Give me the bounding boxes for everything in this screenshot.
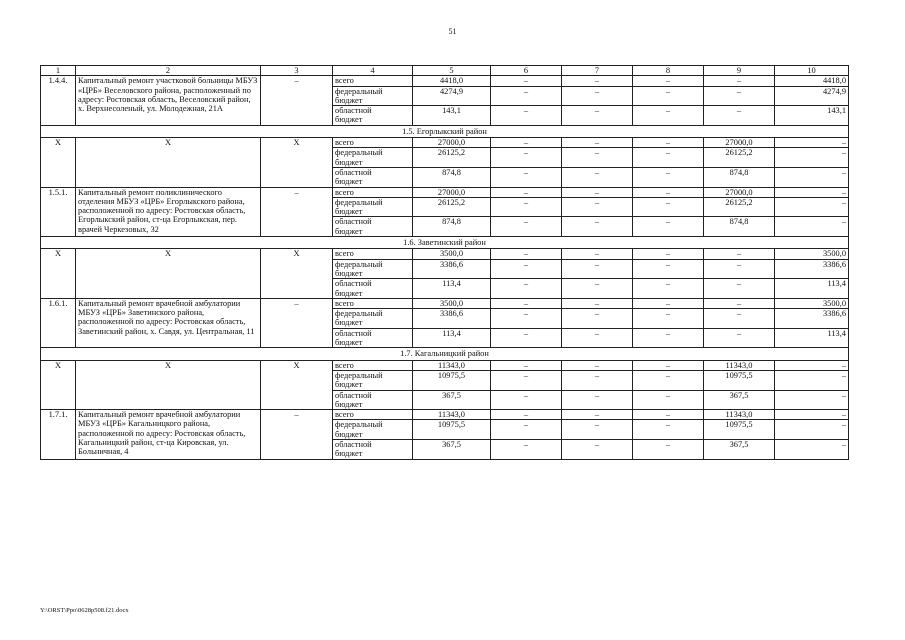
value-col7: – — [562, 106, 633, 126]
funding-source: федеральный бюджет — [333, 259, 413, 279]
section-row — [41, 125, 849, 137]
value-col5: 27000,0 — [413, 138, 491, 148]
value-col6: – — [491, 309, 562, 329]
value-col10: 3500,0 — [775, 298, 849, 308]
item-description: Капитальный ремонт участковой больницы МБУЗ «ЦРБ» Веселовского района, расположенный по адресу: Ростовская область, Веселовский район, х. Верхнесоленый, ул. Молодежная, 21А — [76, 76, 261, 125]
value-col5: 3386,6 — [413, 259, 491, 279]
value-col6: – — [491, 420, 562, 440]
item-description: Капитальный ремонт врачебной амбулатории МБУЗ «ЦРБ» Кагальницкого района, расположенной по адресу: Ростовская область, Кагальницкий район, ст-ца Кировская, ул. Больничная, 4 — [76, 410, 261, 459]
value-col8: – — [633, 420, 704, 440]
funding-source: областной бюджет — [333, 390, 413, 410]
value-col8: – — [633, 86, 704, 106]
value-col6: – — [491, 259, 562, 279]
header-row — [41, 66, 849, 76]
header-cell: 1 — [41, 66, 76, 76]
value-col5: 874,8 — [413, 217, 491, 237]
funding-source: федеральный бюджет — [333, 370, 413, 390]
funding-source: всего — [333, 138, 413, 148]
funding-source: всего — [333, 410, 413, 420]
value-col6: – — [491, 197, 562, 217]
item-number: 1.7.1. — [41, 410, 76, 459]
item-col3: X — [261, 138, 333, 187]
value-col7: – — [562, 138, 633, 148]
value-col6: – — [491, 279, 562, 299]
value-col6: – — [491, 86, 562, 106]
value-col5: 3500,0 — [413, 249, 491, 259]
value-col10: – — [775, 360, 849, 370]
funding-source: федеральный бюджет — [333, 148, 413, 168]
item-number: X — [41, 360, 76, 409]
funding-source: областной бюджет — [333, 439, 413, 459]
funding-source: всего — [333, 249, 413, 259]
value-col7: – — [562, 259, 633, 279]
item-col3: – — [261, 410, 333, 459]
funding-source: областной бюджет — [333, 328, 413, 348]
value-col9: 11343,0 — [704, 360, 775, 370]
item-col3: – — [261, 76, 333, 125]
value-col10: – — [775, 138, 849, 148]
section-title: 1.5. Егорлыкский район — [41, 125, 849, 137]
table-row — [41, 138, 849, 148]
value-col5: 11343,0 — [413, 410, 491, 420]
value-col8: – — [633, 309, 704, 329]
value-col6: – — [491, 439, 562, 459]
section-title: 1.7. Кагальницкий район — [41, 348, 849, 360]
value-col8: – — [633, 138, 704, 148]
funding-source: областной бюджет — [333, 106, 413, 126]
table-body — [41, 76, 849, 459]
item-col3: X — [261, 360, 333, 409]
value-col9: – — [704, 309, 775, 329]
value-col8: – — [633, 370, 704, 390]
value-col5: 367,5 — [413, 390, 491, 410]
value-col6: – — [491, 187, 562, 197]
budget-table — [40, 65, 849, 460]
value-col10: 113,4 — [775, 279, 849, 299]
item-description: X — [76, 360, 261, 409]
value-col6: – — [491, 217, 562, 237]
value-col7: – — [562, 390, 633, 410]
item-number: 1.6.1. — [41, 298, 76, 347]
value-col6: – — [491, 76, 562, 86]
value-col10: – — [775, 167, 849, 187]
value-col5: 26125,2 — [413, 148, 491, 168]
value-col9: – — [704, 76, 775, 86]
footer-file-path: Y:\ORST\Ppo\0628p508.f21.docx — [40, 607, 129, 614]
item-description: Капитальный ремонт поликлинического отделения МБУЗ «ЦРБ» Егорлыкского района, расположенной по адресу: Ростовская область, Егорлыкский район, ст-ца Егорлыкская, пер. врачей Черкезовых, 32 — [76, 187, 261, 236]
funding-source: всего — [333, 360, 413, 370]
value-col9: 874,8 — [704, 217, 775, 237]
value-col5: 143,1 — [413, 106, 491, 126]
value-col8: – — [633, 167, 704, 187]
item-description: X — [76, 249, 261, 298]
section-row — [41, 348, 849, 360]
value-col7: – — [562, 249, 633, 259]
value-col10: 113,4 — [775, 328, 849, 348]
value-col8: – — [633, 328, 704, 348]
table-row — [41, 298, 849, 308]
value-col7: – — [562, 410, 633, 420]
value-col5: 113,4 — [413, 328, 491, 348]
funding-source: федеральный бюджет — [333, 420, 413, 440]
header-cell: 7 — [562, 66, 633, 76]
value-col9: 27000,0 — [704, 187, 775, 197]
value-col9: 10975,5 — [704, 370, 775, 390]
value-col9: – — [704, 328, 775, 348]
value-col10: 143,1 — [775, 106, 849, 126]
value-col9: 10975,5 — [704, 420, 775, 440]
value-col7: – — [562, 439, 633, 459]
value-col5: 11343,0 — [413, 360, 491, 370]
header-cell: 6 — [491, 66, 562, 76]
value-col10: – — [775, 390, 849, 410]
funding-source: областной бюджет — [333, 167, 413, 187]
funding-source: всего — [333, 187, 413, 197]
value-col8: – — [633, 106, 704, 126]
value-col7: – — [562, 370, 633, 390]
value-col5: 10975,5 — [413, 420, 491, 440]
section-title: 1.6. Заветинский район — [41, 237, 849, 249]
value-col8: – — [633, 390, 704, 410]
value-col6: – — [491, 370, 562, 390]
header-cell: 8 — [633, 66, 704, 76]
value-col7: – — [562, 217, 633, 237]
value-col6: – — [491, 148, 562, 168]
header-cell: 2 — [76, 66, 261, 76]
value-col10: – — [775, 187, 849, 197]
value-col6: – — [491, 360, 562, 370]
value-col6: – — [491, 138, 562, 148]
value-col10: 4418,0 — [775, 76, 849, 86]
header-cell: 9 — [704, 66, 775, 76]
value-col9: 26125,2 — [704, 197, 775, 217]
header-cell: 3 — [261, 66, 333, 76]
value-col5: 113,4 — [413, 279, 491, 299]
value-col9: – — [704, 298, 775, 308]
header-cell: 4 — [333, 66, 413, 76]
value-col10: – — [775, 370, 849, 390]
value-col10: 3386,6 — [775, 309, 849, 329]
value-col10: – — [775, 420, 849, 440]
value-col6: – — [491, 410, 562, 420]
item-description: Капитальный ремонт врачебной амбулатории МБУЗ «ЦРБ» Заветинского района, расположенной по адресу: Ростовская область, Заветинский район, х. Савдя, ул. Центральная, 11 — [76, 298, 261, 347]
value-col7: – — [562, 167, 633, 187]
value-col10: – — [775, 217, 849, 237]
funding-source: всего — [333, 298, 413, 308]
value-col6: – — [491, 167, 562, 187]
value-col7: – — [562, 328, 633, 348]
table-row — [41, 360, 849, 370]
value-col9: – — [704, 86, 775, 106]
value-col8: – — [633, 259, 704, 279]
section-row — [41, 237, 849, 249]
funding-source: областной бюджет — [333, 217, 413, 237]
value-col7: – — [562, 148, 633, 168]
value-col9: – — [704, 259, 775, 279]
page-number: 51 — [448, 27, 457, 36]
value-col9: – — [704, 249, 775, 259]
item-number: X — [41, 249, 76, 298]
item-number: 1.5.1. — [41, 187, 76, 236]
table-row — [41, 187, 849, 197]
funding-source: всего — [333, 76, 413, 86]
item-number: X — [41, 138, 76, 187]
value-col5: 10975,5 — [413, 370, 491, 390]
value-col5: 4274,9 — [413, 86, 491, 106]
value-col8: – — [633, 187, 704, 197]
value-col6: – — [491, 106, 562, 126]
value-col9: 26125,2 — [704, 148, 775, 168]
value-col7: – — [562, 279, 633, 299]
value-col5: 874,8 — [413, 167, 491, 187]
value-col8: – — [633, 148, 704, 168]
funding-source: федеральный бюджет — [333, 86, 413, 106]
value-col9: 11343,0 — [704, 410, 775, 420]
funding-source: федеральный бюджет — [333, 309, 413, 329]
value-col5: 367,5 — [413, 439, 491, 459]
value-col10: 4274,9 — [775, 86, 849, 106]
value-col7: – — [562, 86, 633, 106]
funding-source: федеральный бюджет — [333, 197, 413, 217]
value-col5: 3500,0 — [413, 298, 491, 308]
value-col10: – — [775, 410, 849, 420]
value-col10: 3500,0 — [775, 249, 849, 259]
value-col6: – — [491, 390, 562, 410]
item-col3: – — [261, 298, 333, 347]
value-col5: 26125,2 — [413, 197, 491, 217]
value-col7: – — [562, 187, 633, 197]
value-col7: – — [562, 309, 633, 329]
value-col5: 4418,0 — [413, 76, 491, 86]
value-col9: 367,5 — [704, 390, 775, 410]
value-col7: – — [562, 76, 633, 86]
table-row — [41, 249, 849, 259]
value-col9: 874,8 — [704, 167, 775, 187]
value-col8: – — [633, 249, 704, 259]
value-col5: 3386,6 — [413, 309, 491, 329]
value-col8: – — [633, 197, 704, 217]
value-col6: – — [491, 328, 562, 348]
header-cell: 5 — [413, 66, 491, 76]
value-col6: – — [491, 298, 562, 308]
value-col9: – — [704, 106, 775, 126]
value-col8: – — [633, 439, 704, 459]
value-col8: – — [633, 410, 704, 420]
value-col7: – — [562, 360, 633, 370]
value-col10: 3386,6 — [775, 259, 849, 279]
value-col9: – — [704, 279, 775, 299]
value-col8: – — [633, 217, 704, 237]
header-cell: 10 — [775, 66, 849, 76]
funding-source: областной бюджет — [333, 279, 413, 299]
item-number: 1.4.4. — [41, 76, 76, 125]
value-col5: 27000,0 — [413, 187, 491, 197]
value-col10: – — [775, 148, 849, 168]
item-col3: X — [261, 249, 333, 298]
value-col9: 367,5 — [704, 439, 775, 459]
value-col7: – — [562, 197, 633, 217]
table-row — [41, 76, 849, 86]
value-col6: – — [491, 249, 562, 259]
item-description: X — [76, 138, 261, 187]
value-col8: – — [633, 76, 704, 86]
value-col8: – — [633, 298, 704, 308]
value-col9: 27000,0 — [704, 138, 775, 148]
value-col10: – — [775, 197, 849, 217]
table-row — [41, 410, 849, 420]
value-col8: – — [633, 360, 704, 370]
value-col8: – — [633, 279, 704, 299]
value-col10: – — [775, 439, 849, 459]
value-col7: – — [562, 298, 633, 308]
item-col3: – — [261, 187, 333, 236]
value-col7: – — [562, 420, 633, 440]
